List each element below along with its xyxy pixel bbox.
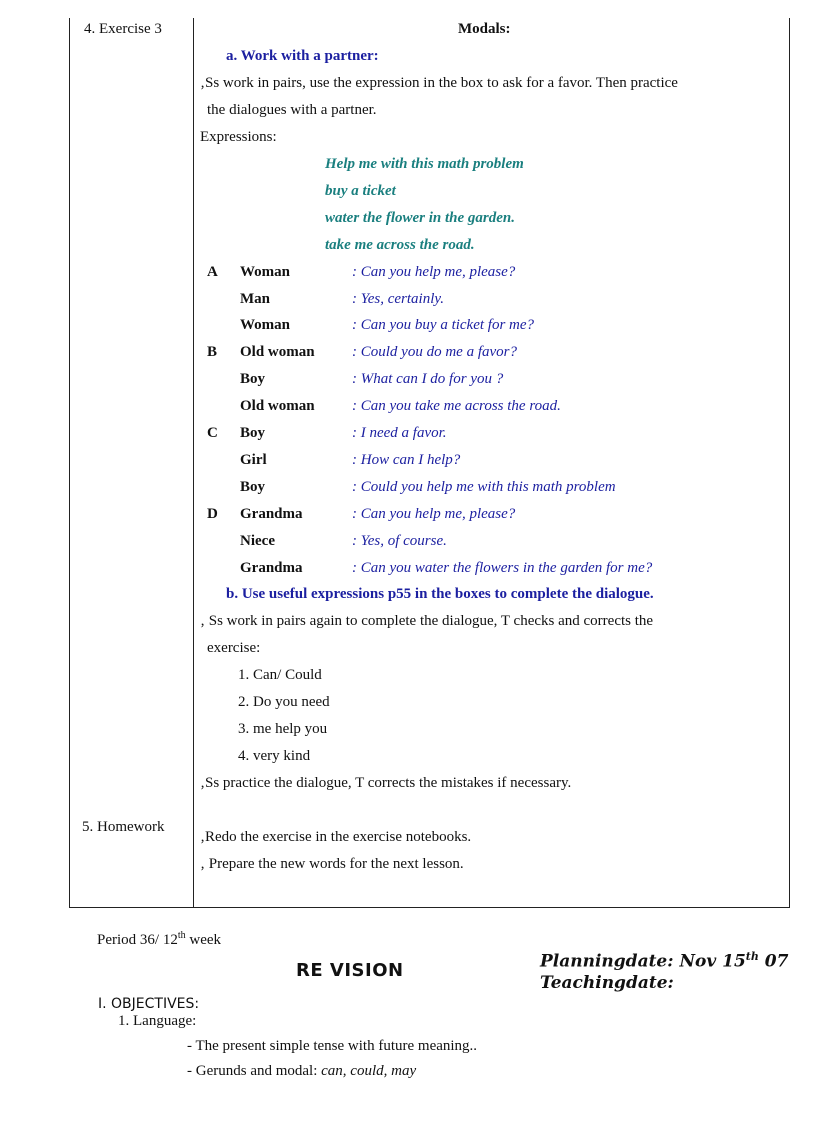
teaching-date: Teachingdate:: [540, 973, 674, 993]
objectives-heading: I. OBJECTIVES:: [98, 996, 200, 1012]
answer-item: 2. Do you need: [238, 694, 330, 710]
expression-item: buy a ticket: [325, 183, 396, 199]
dialogue-group-label: B: [207, 344, 218, 360]
part-b-title: b. Use useful expressions p55 in the boxes to complete the dialogue.: [226, 586, 654, 602]
dialogue-group-label: A: [207, 264, 218, 280]
expressions-label: Expressions:: [200, 129, 277, 145]
homework-item: ‚ Prepare the new words for the next lesson.: [200, 856, 464, 872]
dialogue-group-label: D: [207, 506, 218, 522]
dialogue-line: : Can you help me, please?: [352, 264, 516, 280]
part-b-instruction-line-2: exercise:: [207, 640, 261, 656]
dialogue-speaker: Old woman: [240, 344, 315, 360]
expression-item: water the flower in the garden.: [325, 210, 516, 226]
section-title: Modals:: [458, 21, 511, 37]
expression-item: Help me with this math problem: [325, 156, 524, 172]
dialogue-speaker: Woman: [240, 264, 291, 280]
planning-date: Planningdate: Nov 15th 07: [540, 950, 789, 972]
dialogue-line: : What can I do for you ?: [352, 371, 504, 387]
answer-item: 3. me help you: [238, 721, 328, 737]
answer-item: 1. Can/ Could: [238, 667, 322, 683]
dialogue-speaker: Boy: [240, 371, 266, 387]
dialogue-speaker: Grandma: [240, 560, 303, 576]
dialogue-line: : Can you help me, please?: [352, 506, 516, 522]
dialogue-speaker: Woman: [240, 317, 291, 333]
answer-item: 4. very kind: [238, 748, 311, 764]
dialogue-speaker: Boy: [240, 479, 266, 495]
practice-note: ‚Ss practice the dialogue, T corrects the mistakes if necessary.: [200, 775, 572, 791]
dialogue-line: : Can you take me across the road.: [352, 398, 561, 414]
dialogue-speaker: Boy: [240, 425, 266, 441]
dialogue-speaker: Man: [240, 291, 270, 307]
dialogue-line: : Yes, certainly.: [352, 291, 444, 307]
stage-homework-label: 5. Homework: [82, 819, 165, 835]
dialogue-speaker: Niece: [240, 533, 275, 549]
homework-item: ‚Redo the exercise in the exercise notebooks.: [200, 829, 472, 845]
part-a-instruction-line-1: ‚Ss work in pairs, use the expression in the box to ask for a favor. Then practice: [200, 75, 678, 91]
expression-item: take me across the road.: [325, 237, 475, 253]
dialogue-line: : Could you help me with this math problem: [352, 479, 616, 495]
dialogue-line: : Could you do me a favor?: [352, 344, 517, 360]
dialogue-speaker: Girl: [240, 452, 267, 468]
part-a-title: a. Work with a partner:: [226, 48, 379, 64]
dialogue-line: : Yes, of course.: [352, 533, 447, 549]
dialogue-line: : I need a favor.: [352, 425, 447, 441]
dialogue-speaker: Grandma: [240, 506, 303, 522]
objective-item: - The present simple tense with future meaning..: [187, 1038, 478, 1054]
dialogue-group-label: C: [207, 425, 218, 441]
part-b-instruction-line-1: ‚ Ss work in pairs again to complete the dialogue, T checks and corrects the: [200, 613, 654, 629]
dialogue-line: : Can you buy a ticket for me?: [352, 317, 535, 333]
dialogue-line: : How can I help?: [352, 452, 461, 468]
language-heading: 1. Language:: [118, 1013, 197, 1029]
column-divider: [193, 18, 194, 908]
dialogue-speaker: Old woman: [240, 398, 315, 414]
stage-exercise-label: 4. Exercise 3: [84, 21, 162, 37]
dialogue-line: : Can you water the flowers in the garden for me?: [352, 560, 653, 576]
period-label: Period 36/ 12th week: [97, 930, 222, 948]
objective-item: - Gerunds and modal: can, could, may: [187, 1063, 417, 1079]
part-a-instruction-line-2: the dialogues with a partner.: [207, 102, 377, 118]
page-title: RE VISION: [296, 960, 404, 981]
